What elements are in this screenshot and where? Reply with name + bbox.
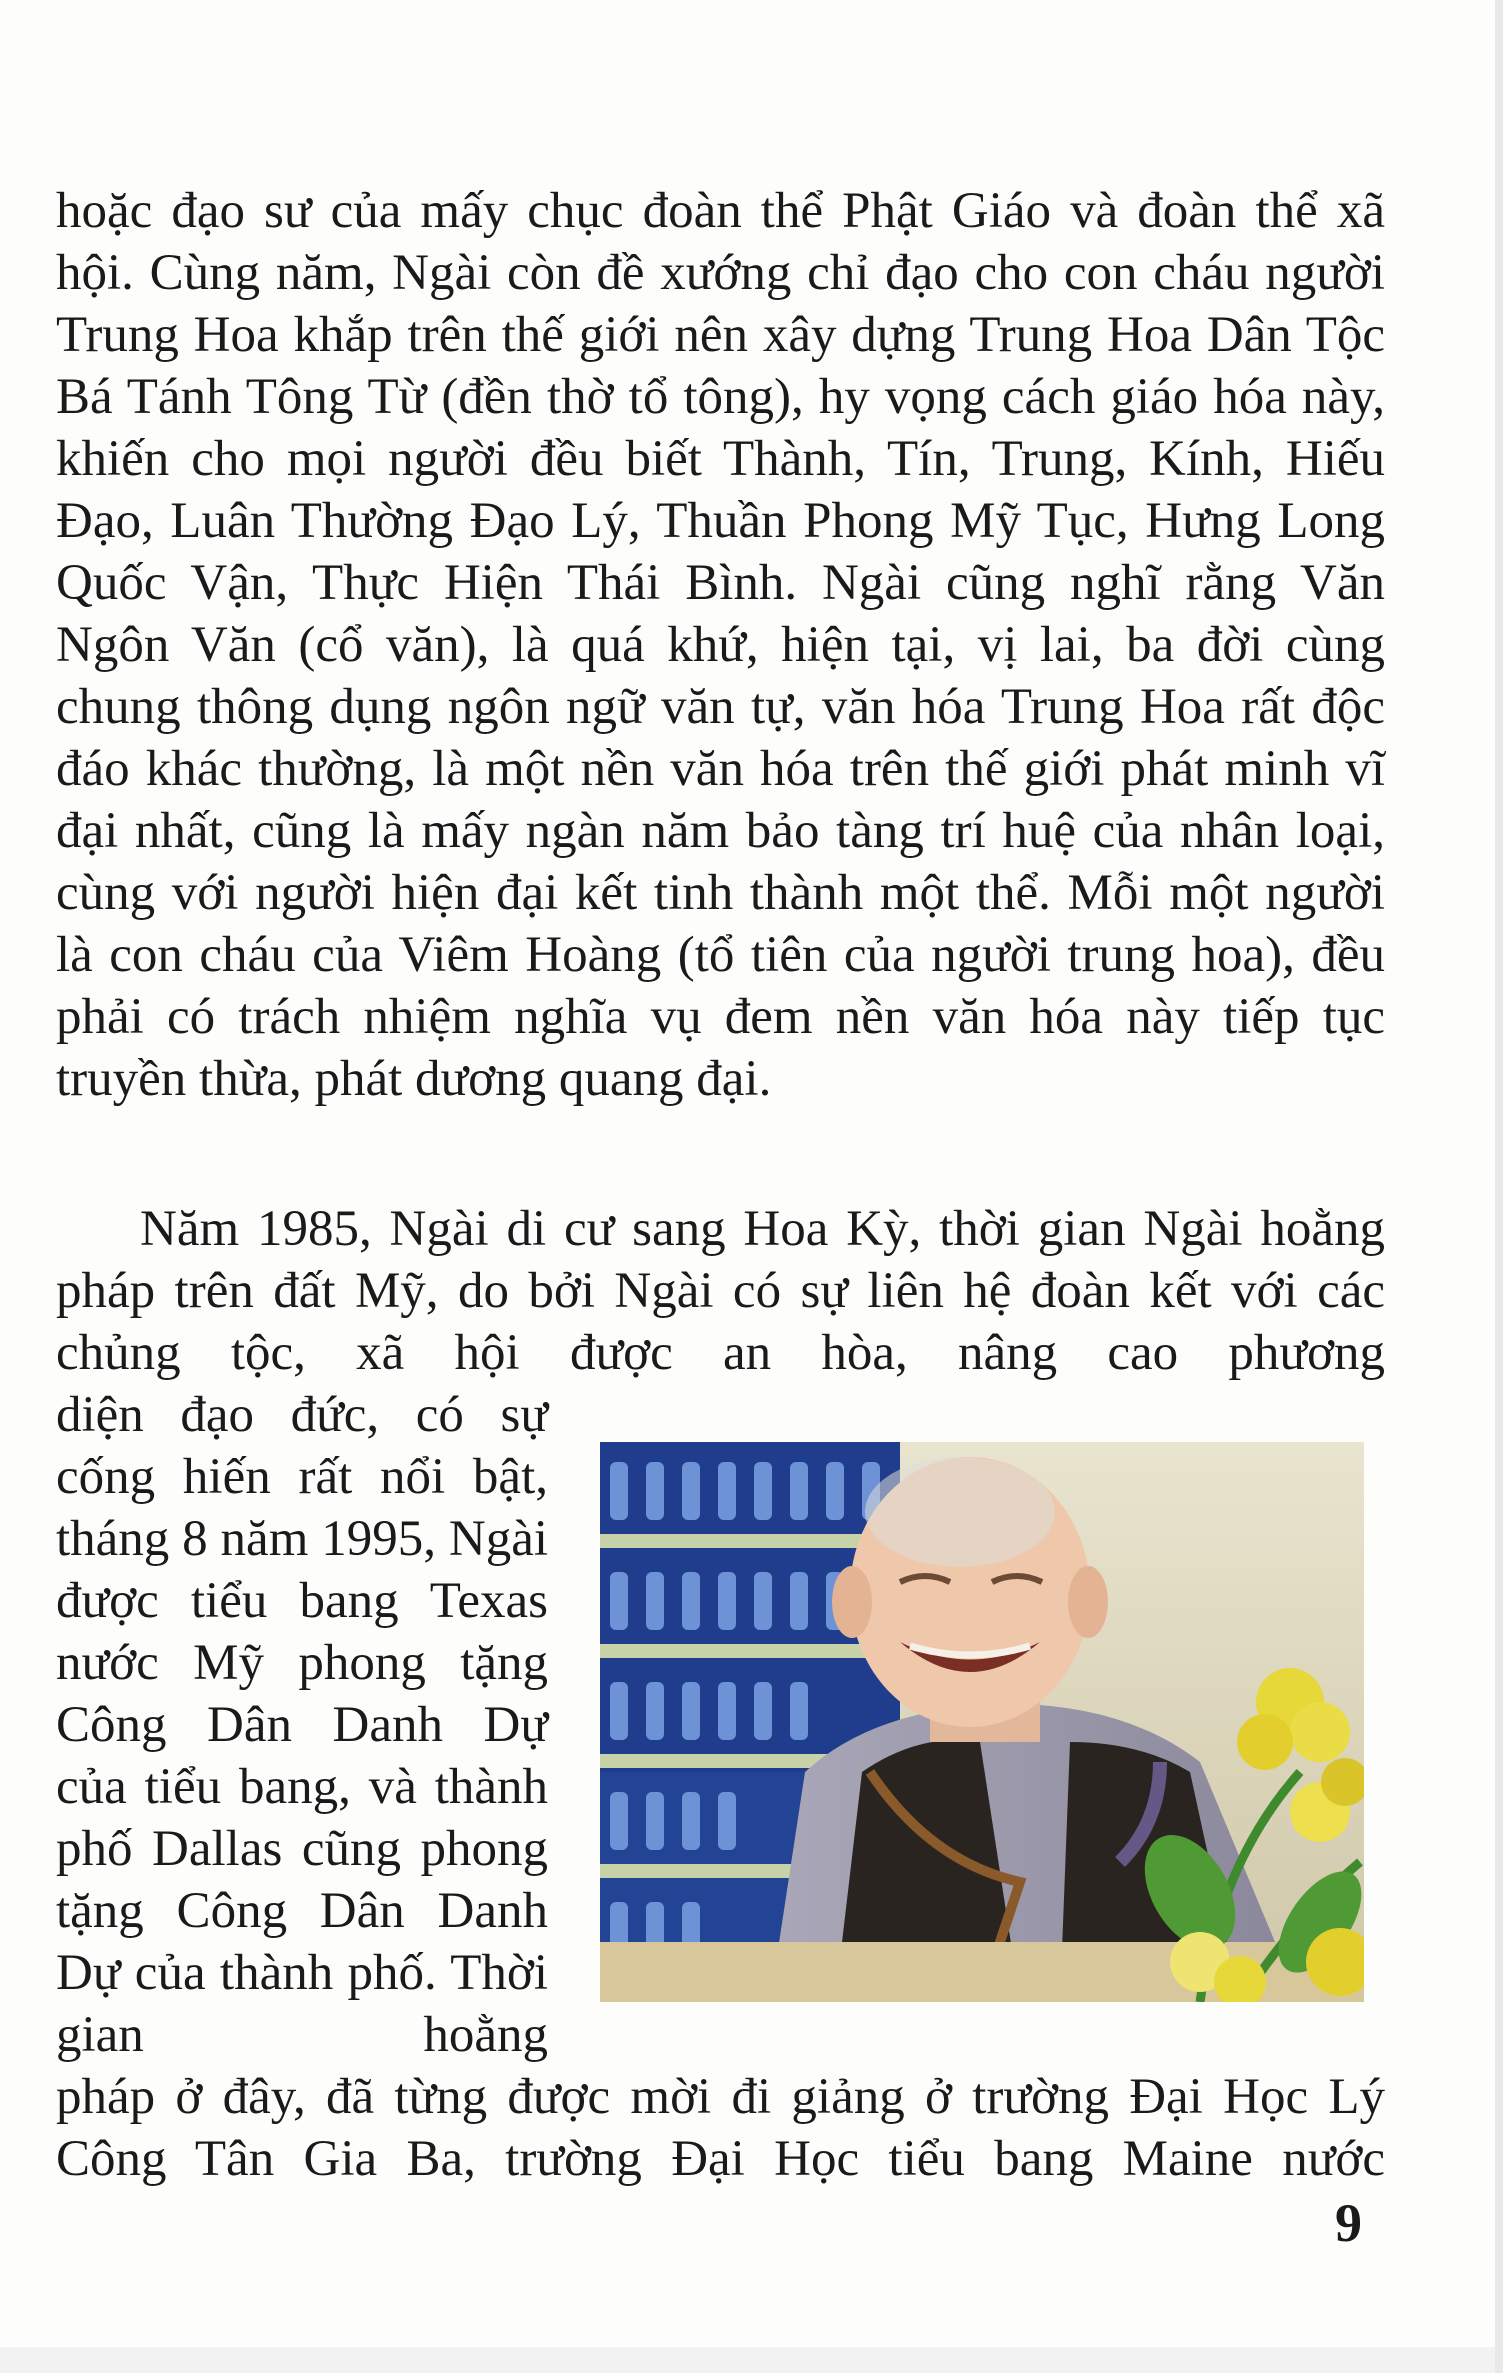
paragraph-2-continued bbox=[56, 2066, 1385, 2190]
paragraph-text: Năm 1985, Ngài di cư sang Hoa Kỳ, thời gian Ngài hoằng pháp trên đất Mỹ, do bởi Ngài có sự liên hệ đoàn kết với các chủng tộc, xã hội được an hòa, nâng cao phương bbox=[56, 1201, 1385, 1381]
page-number: 9 bbox=[1335, 2193, 1362, 2253]
photo-portrait-smiling-monk-icon bbox=[600, 1442, 1364, 2002]
paragraph-1 bbox=[56, 180, 1385, 1110]
paragraph-2-wrapped-beside-photo bbox=[56, 1384, 548, 2066]
paragraph-text: hoặc đạo sư của mấy chục đoàn thể Phật Giáo và đoàn thể xã hội. Cùng năm, Ngài còn đề xướng chỉ đạo cho con cháu người Trung Hoa khắp trên thế giới nên xây dựng Trung Hoa Dân Tộc Bá Tánh Tông Từ (đền thờ tổ tông), hy vọng cách giáo hóa này, khiến cho mọi người đều biết Thành, Tín, Trung, Kính, Hiếu Đạo, Luân Thường Đạo Lý, Thuần Phong Mỹ Tục, Hưng Long Quốc Vận, Thực Hiện Thái Bình. Ngài cũng nghĩ rằng Văn Ngôn Văn (cổ văn), là quá khứ, hiện tại, vị lai, ba đời cùng chung thông dụng ngôn ngữ văn tự, văn hóa Trung Hoa rất độc đáo khác thường, là một nền văn hóa trên thế giới phát minh vĩ đại nhất, cũng là mấy ngàn năm bảo tàng trí huệ của nhân loại, cùng với người hiện đại kết tinh thành một thể. Mỗi một người là con cháu của Viêm Hoàng (tổ tiên của người trung hoa), đều phải có trách nhiệm nghĩa vụ đem nền văn hóa này tiếp tục truyền thừa, phát dương quang đại. bbox=[56, 183, 1385, 1107]
paragraph-text: pháp ở đây, đã từng được mời đi giảng ở trường Đại Học Lý Công Tân Gia Ba, trường Đại Học tiểu bang Maine nước bbox=[56, 2069, 1385, 2187]
monk-portrait-photo bbox=[600, 1442, 1364, 2002]
paragraph-2 bbox=[56, 1198, 1385, 1384]
paragraph-text: diện đạo đức, có sự cống hiến rất nổi bật, tháng 8 năm 1995, Ngài được tiểu bang Texas nước Mỹ phong tặng Công Dân Danh Dự của tiểu bang, và thành phố Dallas cũng phong tặng Công Dân Danh Dự của thành phố. Thời gian hoằng bbox=[56, 1387, 548, 2063]
